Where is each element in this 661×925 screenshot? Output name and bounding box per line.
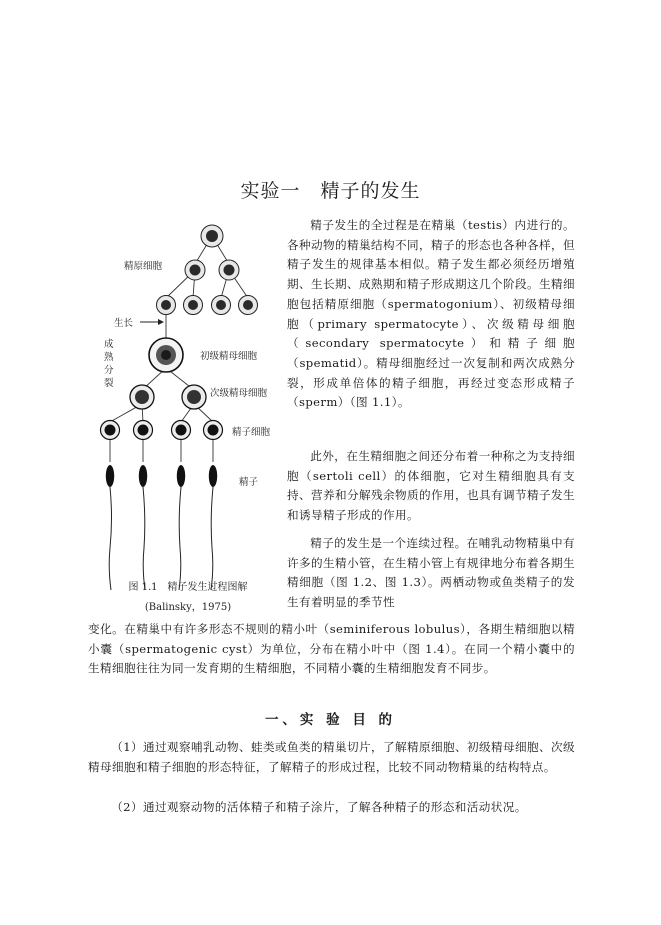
- secondary-spermatocyte-cell: [182, 385, 206, 409]
- paragraph-seasonal-variation: 变化。在精巢中有许多形态不规则的精小叶（seminiferous lobulus），各期生精细胞以精小囊（spermatogenic cyst）为单位，分布在精小叶中（图 1.4）。在同一个精小囊中的生精细胞往往为同一发育期的生精细胞，不同精小囊的生精细胞发育不同步。: [88, 622, 575, 676]
- sperm-cell: [177, 465, 185, 590]
- secondary-spermatocyte-cell: [130, 385, 154, 409]
- page-title: 实验一 精子的发生: [240, 180, 421, 202]
- paragraph-sertoli-cells: 此外，在生精细胞之间还分布着一种称之为支持细胞（sertoli cell）的体细胞，它对生精细胞具有支持、营养和分解残余物质的作用，也具有调节精子发生和诱导精子形成的作用。: [287, 449, 575, 523]
- spermatogenesis-diagram: [96, 218, 282, 598]
- spermatogonium-cell: [184, 296, 203, 315]
- sperm-cell: [139, 465, 147, 590]
- label-sperm: 精子: [239, 477, 259, 488]
- figure-caption-title: 图 1.1 精子发生过程图解: [128, 582, 248, 593]
- figure-caption-source: (Balinsky，1975): [144, 602, 232, 613]
- label-spermatogonia: 精原细胞: [124, 261, 163, 272]
- label-growth: 生长: [114, 318, 134, 329]
- spermatogenesis-figure: [96, 218, 282, 598]
- label-spermatid: 精子细胞: [232, 427, 271, 438]
- objective-item-1: （1）通过观察哺乳动物、蛙类或鱼类的精巢切片，了解精原细胞、初级精母细胞、次级精母细胞和精子细胞的形态特征，了解精子的形成过程，比较不同动物精巢的结构特点。: [88, 740, 575, 774]
- sperm-cell: [106, 465, 114, 590]
- growth-arrow: [140, 319, 164, 325]
- paragraph-continuous-process: 精子的发生是一个连续过程。在哺乳动物精巢中有许多的生精小管，在生精小管上有规律地分布着各期生精细胞（图 1.2、图 1.3）。两栖动物或鱼类精子的发生有着明显的季节性: [287, 536, 575, 610]
- label-primary-spermatocyte: 初级精母细胞: [200, 351, 258, 362]
- spermatogonium-cell: [185, 260, 205, 280]
- spermatid-cell: [172, 421, 191, 440]
- spermatogonium-cell: [239, 296, 258, 315]
- objective-item-2: （2）通过观察动物的活体精子和精子涂片，了解各种精子的形态和活动状况。: [111, 800, 527, 814]
- sperm-cell: [209, 465, 217, 590]
- paragraph-spermatogenesis-overview: 精子发生的全过程是在精巢（testis）内进行的。各种动物的精巢结构不同，精子的形态也各种各样，但精子发生的规律基本相似。精子发生都必须经历增殖期、生长期、成熟期和精子形成期这几个阶段。生精细胞包括精原细胞（spermatogonium）、初级精母细胞（primary spermatocyte）、次级精母细胞（secondary spermatocyte）和精子细胞（spematid）。精母细胞经过一次复制和两次成熟分裂，形成单倍体的精子细胞，再经过变态形成精子（sperm）（图 1.1）。: [287, 218, 575, 410]
- spermatogonium-cell: [219, 260, 239, 280]
- spermatogonium-cell: [201, 225, 223, 247]
- label-secondary-spermatocyte: 次级精母细胞: [210, 388, 268, 399]
- spermatid-cell: [134, 421, 153, 440]
- primary-spermatocyte-cell: [149, 338, 183, 372]
- spermatogonium-cell: [157, 296, 176, 315]
- label-maturation-division: 成熟分裂: [104, 339, 114, 389]
- spermatogonium-cell: [212, 296, 231, 315]
- spermatid-cell: [101, 421, 120, 440]
- section-heading-objectives: 一、实 验 目 的: [264, 712, 397, 728]
- spermatid-cell: [204, 421, 223, 440]
- figure-caption: [88, 578, 288, 618]
